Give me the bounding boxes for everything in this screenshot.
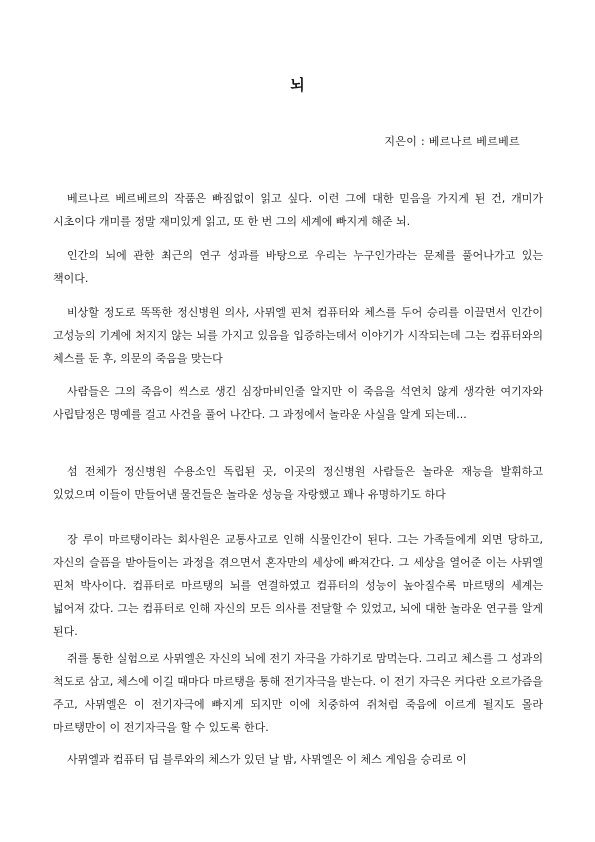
paragraph: 사람들은 그의 죽음이 씩스로 생긴 심장마비인줄 알지만 이 죽음을 석연치 않게 생각한 여기자와 사립탐정은 명예를 걸고 사건을 풀어 나간다. 그 과정에서 놀라운 사실을 알게 되는데... <box>53 385 543 421</box>
paragraph: 사뮈엘과 컴퓨터 딥 블루와의 체스가 있던 날 밤, 사뮈엘은 이 체스 게임을 승리로 이 <box>67 753 467 766</box>
paragraph: 베르나르 베르베르의 작품은 빠짐없이 읽고 싶다. 이런 그에 대한 믿음을 가지게 된 건, 개미가 시초이다 개미를 정말 재미있게 읽고, 또 한 번 그의 세계에 빠지게 해준 뇌. <box>53 192 543 228</box>
paragraph: 장 루이 마르탱이라는 회사원은 교통사고로 인해 식물인간이 된다. 그는 가족들에게 외면 당하고, 자신의 슬픔을 받아들이는 과정을 겪으면서 혼자만의 세상에 빠져간다. 그 세상을 열어준 이는 사뮈엘 핀처 박사이다. 컴퓨터로 마르탱의 뇌를 연결하였고 컴퓨터의 성능이 높아질수록 마르탱의 세계는 넓어져 갔다. 그는 컴퓨터로 인해 자신의 모든 의사를 전달할 수 있었고, 뇌에 대한 놀라운 연구를 알게 된다. <box>53 533 543 638</box>
paragraph: 비상할 정도로 똑똑한 정신병원 의사, 사뮈엘 핀처 컴퓨터와 체스를 두어 승리를 이끌면서 인간이 고성능의 기계에 처지지 않는 뇌를 가지고 있음을 입증하는데서 이야기가 시작되는데 그는 컴퓨터와의 체스를 둔 후, 의문의 죽음을 맞는다 <box>53 306 543 365</box>
document-title: 뇌 <box>290 76 305 94</box>
paragraph: 쥐를 통한 실험으로 사뮈엘은 자신의 뇌에 전기 자극을 가하기로 맘먹는다. 그리고 체스를 그 성과의 척도로 삼고, 체스에 이길 때마다 마르탱을 통해 전기자극을 받는다. 이 전기 자극은 커다란 오르가즘을 주고, 사뮈엘은 이 전기자극에 빠지게 되지만 이에 치중하여 쥐처럼 죽음에 이르게 될지도 몰라 마르탱만이 이 전기자극을 할 수 있도록 한다. <box>53 652 543 734</box>
author-line: 지은이 : 베르나르 베르베르 <box>384 135 520 148</box>
paragraph: 인간의 뇌에 관한 최근의 연구 성과를 바탕으로 우리는 누구인가라는 문제를 풀어나가고 있는 책이다. <box>53 249 543 285</box>
paragraph: 섬 전체가 정신병원 수용소인 독립된 곳, 이곳의 정신병원 사람들은 놀라운 재능을 발휘하고 있었으며 이들이 만들어낸 물건들은 놀라운 성능을 자랑했고 꽤나 유명하기도 하다 <box>53 465 543 501</box>
